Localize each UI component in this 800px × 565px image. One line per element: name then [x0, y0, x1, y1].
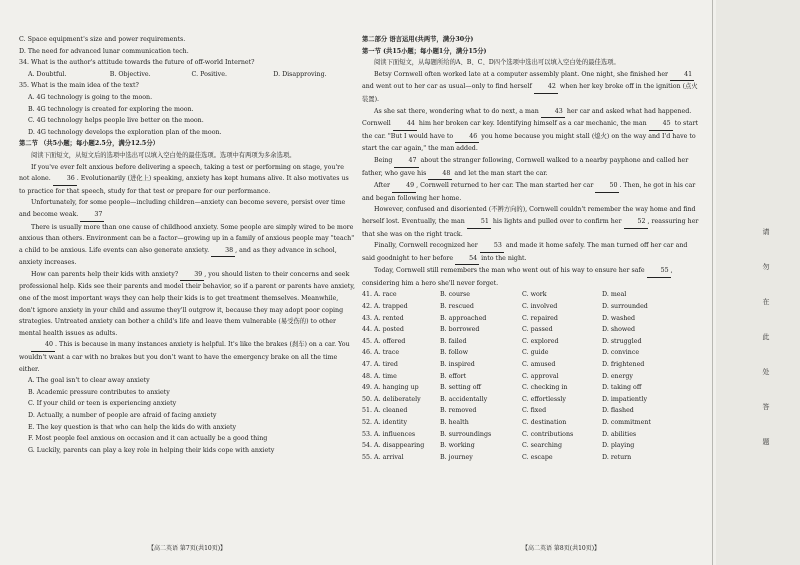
blank-37[interactable]: 37 — [80, 209, 104, 222]
option-row-54 — [362, 440, 702, 452]
option-42-d: D. surrounded — [602, 303, 648, 311]
choice-g: G. Luckily, parents can play a key role in helping their kids cope with anxiety — [28, 446, 275, 454]
option-row-47 — [362, 359, 702, 371]
choice-a: A. The goal isn't to clear away anxiety — [28, 377, 150, 385]
section-title: 第二节 （共5小题；每小题2.5分，满分12.5分） — [19, 140, 159, 148]
option-53-a: 53. A. influences — [362, 430, 416, 438]
option-49-d: D. taking off — [602, 384, 642, 392]
blank-55[interactable]: 55 — [647, 265, 671, 278]
cloze-p7-b: , considering him a hero she'll never forget. — [362, 267, 673, 287]
cloze-p1-c: when her key broke off in the ignition (点火装置). — [362, 83, 698, 103]
option-55-c: C. escape — [522, 453, 553, 461]
option-44-c: C. passed — [522, 326, 553, 334]
option-46-b: B. follow — [440, 349, 468, 357]
choice-e: E. The key question is that who can help the kids do with anxiety — [28, 423, 237, 431]
blank-46[interactable]: 46 — [455, 131, 479, 144]
cloze-p4-c: . Then, he got in his car and began following her home. — [362, 182, 696, 202]
option-row-50 — [362, 394, 702, 406]
blank-43[interactable]: 43 — [541, 106, 565, 119]
choice-list — [19, 375, 355, 456]
option-47-c: C. amused — [522, 361, 556, 369]
option-44-a: 44. A. posted — [362, 326, 404, 334]
passage-paragraph-2 — [19, 197, 355, 221]
option-43-b: B. approached — [440, 314, 487, 322]
option-45-c: C. explored — [522, 337, 559, 345]
option-47-b: B. inspired — [440, 361, 475, 369]
right-column — [362, 34, 702, 463]
option-42-a: 42. A. trapped — [362, 303, 408, 311]
option-54-a: 54. A. disappearing — [362, 442, 425, 450]
cloze-p4-a: After — [374, 182, 391, 190]
choice-c: C. If your child or teen is experiencing anxiety — [28, 400, 177, 408]
cloze-p6-b: and made it home safely. The man turned off her car and said goodnight to her before — [362, 242, 688, 262]
option-49-b: B. setting off — [440, 384, 482, 392]
option-48-c: C. approval — [522, 372, 559, 380]
option-row-53 — [362, 429, 702, 441]
option-52-a: 52. A. identity — [362, 419, 408, 426]
cloze-options-table — [362, 289, 702, 463]
option-48-d: D. energy — [602, 372, 633, 380]
option-44-b: B. borrowed — [440, 326, 480, 334]
option-49-c: C. checking in — [522, 384, 568, 392]
option-53-d: D. abilities — [602, 430, 637, 438]
blank-51[interactable]: 51 — [467, 216, 491, 229]
choice-d: D. Actually, a number of people are afraid of facing anxiety — [28, 412, 217, 419]
passage-paragraph-1 — [19, 162, 355, 198]
option-45-b: B. failed — [440, 337, 467, 345]
choice-f: F. Most people feel anxious on occasion and it can actually be a good thing — [28, 435, 268, 443]
blank-49[interactable]: 49 — [392, 180, 416, 193]
no-answer-zone-notice — [760, 215, 772, 460]
choice-b: B. Academic pressure contributes to anxiety — [28, 388, 170, 396]
option-50-b: B. accidentally — [440, 395, 488, 403]
seal-char-3: 此 — [762, 333, 770, 341]
cloze-paragraph-1 — [362, 69, 702, 106]
q34-options — [19, 69, 355, 81]
section-instructions: 阅读下面短文，从短文后的选项中选出可以填入空白处的最佳选项。选项中有两项为多余选项。 — [31, 151, 296, 159]
passage-paragraph-3 — [19, 222, 355, 269]
option-53-c: C. contributions — [522, 430, 574, 438]
option-51-d: D. flashed — [602, 407, 634, 415]
q33-option-c: C. Space equipment's size and power requirements. — [19, 36, 186, 43]
q34-option-c: C. Positive. — [191, 70, 227, 78]
q34-option-d: D. Disapproving. — [273, 70, 327, 78]
cloze-p3-b: about the stranger following, Cornwell walked to a nearby payphone and called her father, who gave his — [362, 156, 689, 177]
cloze-paragraph-5 — [362, 204, 702, 240]
option-47-a: 47. A. tired — [362, 361, 398, 369]
option-row-44 — [362, 324, 702, 336]
cloze-p5-b: his lights and pulled over to confirm her — [492, 217, 622, 225]
blank-54[interactable]: 54 — [455, 253, 479, 266]
option-46-a: 46. A. trace — [362, 349, 400, 357]
blank-53[interactable]: 53 — [480, 240, 504, 253]
option-42-b: B. rescued — [440, 303, 474, 311]
part-title: 第二部分 语言运用(共两节，满分30分) — [362, 36, 474, 43]
option-44-d: D. showed — [602, 326, 636, 334]
option-43-d: D. washed — [602, 314, 636, 322]
blank-39[interactable]: 39 — [180, 269, 204, 282]
seal-char-4: 处 — [762, 368, 770, 376]
q34-option-a: A. Doubtful. — [28, 70, 67, 78]
option-row-49 — [362, 382, 702, 394]
blank-41[interactable]: 41 — [670, 69, 694, 82]
para3-text-b: , and as they advance in school, anxiety increases. — [19, 246, 337, 267]
option-45-d: D. struggled — [602, 337, 642, 345]
q35-option-d: D. 4G technology develops the exploration plan of the moon. — [28, 128, 222, 136]
cloze-p2-a: As she sat there, wondering what to do next, a man — [374, 107, 539, 115]
page-footer-right: 【高二英语 第8页(共10页)】 — [522, 545, 601, 552]
blank-42[interactable]: 42 — [534, 81, 558, 94]
blank-36[interactable]: 36 — [53, 173, 77, 186]
option-55-d: D. return — [602, 453, 632, 461]
cloze-p3-a: Being — [374, 156, 393, 164]
blank-44[interactable]: 44 — [393, 118, 417, 131]
cloze-p2-c: him her broken car key. Identifying himself as a car mechanic, the man — [418, 120, 647, 128]
option-row-55 — [362, 452, 702, 464]
option-55-a: 55. A. arrival — [362, 453, 404, 461]
cloze-paragraph-6 — [362, 240, 702, 265]
para2-text-a: Unfortunately, for some people—including children—anxiety can become severe, persist over time and become weak. — [19, 199, 346, 218]
cloze-p3-c: and let the man start the car. — [454, 169, 548, 177]
blank-50[interactable]: 50 — [595, 180, 619, 193]
option-row-48 — [362, 371, 702, 383]
option-43-a: 43. A. rented — [362, 314, 404, 322]
option-48-a: 48. A. time — [362, 372, 397, 380]
passage-paragraph-5 — [19, 339, 355, 375]
option-54-d: D. playing — [602, 442, 635, 450]
option-row-46 — [362, 347, 702, 359]
blank-40[interactable]: 40 — [31, 339, 55, 352]
blank-47[interactable]: 47 — [394, 155, 418, 168]
option-46-d: D. convince — [602, 349, 640, 357]
cloze-p5-c: , reassuring her that she was on the right track. — [362, 217, 699, 238]
binding-margin-line — [712, 0, 713, 565]
seal-char-5: 答 — [762, 403, 770, 411]
option-53-b: B. surroundings — [440, 430, 492, 438]
option-row-42 — [362, 301, 702, 313]
cloze-p2-d: to start the car. "But I would have to — [362, 120, 699, 140]
blank-48[interactable]: 48 — [428, 168, 452, 181]
option-52-d: D. commitment — [602, 419, 651, 426]
option-54-b: B. working — [440, 442, 475, 450]
option-45-a: 45. A. offered — [362, 337, 406, 345]
para1-text-a: If you've ever felt anxious before delivering a speech, taking a test or performing on stage, you're not alone. — [19, 163, 344, 183]
seal-char-0: 请 — [762, 228, 770, 236]
option-47-d: D. frightened — [602, 361, 645, 369]
option-51-b: B. removed — [440, 407, 477, 415]
q35-option-b: B. 4G technology is created for exploring the moon. — [28, 105, 194, 113]
cloze-instructions: 阅读下面短文，从每题所给的A、B、C、D四个选项中选出可以填入空白处的最佳选项。 — [374, 59, 620, 67]
option-49-a: 49. A. hanging up — [362, 384, 419, 392]
option-42-c: C. involved — [522, 303, 558, 311]
option-41-a: 41. A. race — [362, 291, 397, 299]
option-41-b: B. course — [440, 291, 470, 299]
q35-option-c: C. 4G technology helps people live better on the moon. — [28, 117, 204, 125]
para1-text-b: . Evolutionarily (进化上) speaking, anxiety has kept humans alive. It also motivates us to practice for that speech, study for that test or prepare for our performance. — [19, 175, 349, 195]
q35-option-a: A. 4G technology is going to the moon. — [28, 93, 153, 101]
option-52-b: B. health — [440, 419, 469, 426]
cloze-paragraph-3 — [362, 155, 702, 180]
blank-38[interactable]: 38 — [211, 245, 235, 258]
cloze-p4-b: , Cornwell returned to her car. The man started her car — [416, 182, 594, 190]
option-row-43 — [362, 313, 702, 325]
cloze-p5-a: However, confused and disoriented (不辨方向的), Cornwell couldn't remember the way home and find herself lost. Eventually, the man — [362, 206, 696, 225]
seal-char-1: 勿 — [762, 263, 770, 271]
option-48-b: B. effort — [440, 372, 467, 380]
cloze-p2-b: her car and asked what had happened. Cornwell — [362, 107, 692, 128]
cloze-p1-b: and went out to her car as usual—only to find herself — [362, 83, 532, 91]
q34-stem: 34. What is the author's attitude towards the future of off-world Internet? — [19, 59, 255, 67]
option-41-d: D. meal — [602, 291, 627, 299]
option-52-c: C. destination — [522, 419, 567, 426]
cloze-paragraph-4 — [362, 180, 702, 204]
cloze-p6-c: into the night. — [481, 254, 527, 262]
blank-45[interactable]: 45 — [649, 118, 673, 131]
option-51-a: 51. A. cleaned — [362, 407, 408, 415]
option-row-51 — [362, 405, 702, 417]
para4-text-b: , you should listen to their concerns and seek professional help. Kids see their parents and model their behavior, so if a parent or parents have anxiety, one of the most important ways they can help their kids is to get treatment themselves. Meanwhile, don't ignore anxiety in your child and assume they'll outgrow it, because they may adopt poor coping strategies. Untreated anxiety can bother a child's life and leave them vulnerable (易受伤的) to other mental health issues as adults. — [19, 270, 355, 337]
blank-52[interactable]: 52 — [624, 216, 648, 229]
para3-text-a: There is usually more than one cause of childhood anxiety. Some people are simply wired to be more anxious than others. Environment can be a factor—growing up in a family of anxious people may "teach" a child to be anxious. Life events can also generate anxiety. — [19, 223, 355, 254]
option-41-c: C. work — [522, 291, 547, 299]
option-row-41 — [362, 289, 702, 301]
option-50-c: C. effortlessly — [522, 395, 566, 403]
para4-text-a: How can parents help their kids with anxiety? — [31, 270, 179, 278]
q35-stem: 35. What is the main idea of the text? — [19, 82, 139, 90]
option-55-b: B. journey — [440, 453, 473, 461]
seal-char-6: 题 — [762, 438, 770, 446]
left-column — [19, 34, 355, 456]
cloze-p2-e: you home because you might stall (熄火) on the way and I'd have to start the car again," the man added. — [362, 132, 696, 153]
option-46-c: C. guide — [522, 349, 549, 357]
q34-option-b: B. Objective. — [109, 70, 151, 78]
option-row-52 — [362, 417, 702, 429]
seal-char-2: 在 — [762, 298, 770, 306]
cloze-p1-a: Betsy Cornwell often worked late at a computer assembly plant. One night, she finished her — [374, 70, 669, 78]
binding-margin — [716, 0, 800, 565]
option-51-c: C. fixed — [522, 407, 547, 415]
option-54-c: C. searching — [522, 442, 563, 450]
option-43-c: C. repaired — [522, 314, 558, 322]
para5-text-b: . This is because in many instances anxiety is helpful. It's like the brakes (刹车) on a car. You wouldn't want a car with no brakes but you don't want to have the emergency brake on all the time either. — [19, 341, 350, 373]
cloze-paragraph-2 — [362, 106, 702, 155]
page-footer-left: 【高二英语 第7页(共10页)】 — [148, 545, 227, 552]
option-50-d: D. impatiently — [602, 395, 648, 403]
q33-option-d: D. The need for advanced lunar communication tech. — [19, 47, 189, 55]
cloze-p7-a: Today, Cornwell still remembers the man who went out of his way to ensure her safe — [374, 267, 645, 275]
option-50-a: 50. A. deliberately — [362, 395, 421, 403]
cloze-paragraph-7 — [362, 265, 702, 289]
option-row-45 — [362, 336, 702, 348]
cloze-p6-a: Finally, Cornwell recognized her — [374, 242, 478, 250]
sub-section-title: 第一节 (共15小题；每小题1分，满分15分) — [362, 47, 487, 55]
passage-paragraph-4 — [19, 269, 355, 340]
